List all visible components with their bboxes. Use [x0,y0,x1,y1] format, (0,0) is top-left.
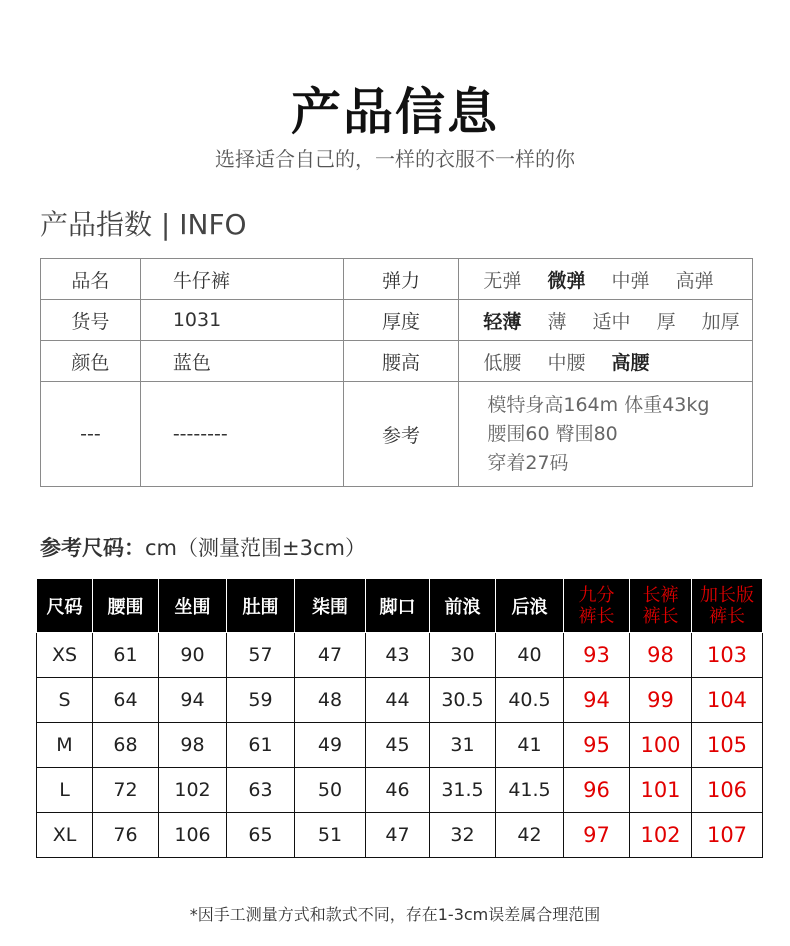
thickness-option: 厚 [656,310,676,333]
size-header-length [692,579,763,633]
page-subtitle: 选择适合自己的，一样的衣服不一样的你 [215,147,575,171]
waist-options [459,341,753,382]
size-value-cell: 41 [496,723,564,768]
size-value-cell: 57 [227,633,295,678]
size-value-cell: 31.5 [430,768,496,813]
size-header: 脚口 [366,579,430,633]
size-row [37,813,763,858]
size-label-cell: S [37,678,93,723]
size-value-cell: 44 [366,678,430,723]
size-value-cell: 45 [366,723,430,768]
size-header: 尺码 [37,579,93,633]
size-value-cell: 41.5 [496,768,564,813]
sku-label: 货号 [41,300,141,341]
size-heading-bold: 参考尺码： [40,536,145,560]
size-row [37,723,763,768]
reference-line: 穿着27码 [487,451,569,474]
header-line: 裤长 [578,605,615,627]
size-value-cell: 99 [630,678,692,723]
size-value-cell: 90 [159,633,227,678]
size-table-body [37,633,763,858]
size-value-cell: 97 [564,813,630,858]
sku-value: 1031 [140,300,343,341]
product-info-table [40,258,753,487]
size-row [37,633,763,678]
header-line: 长裤 [642,584,679,606]
size-value-cell: 105 [692,723,763,768]
size-value-cell: 94 [159,678,227,723]
info-row [41,341,753,382]
blank-cell: --- [41,382,141,487]
size-value-cell: 65 [227,813,295,858]
size-value-cell: 93 [564,633,630,678]
size-header: 柒围 [295,579,366,633]
size-value-cell: 98 [159,723,227,768]
size-value-cell: 49 [295,723,366,768]
size-value-cell: 72 [93,768,159,813]
size-label-cell: M [37,723,93,768]
size-label-cell: XL [37,813,93,858]
size-header: 前浪 [430,579,496,633]
size-value-cell: 68 [93,723,159,768]
size-value-cell: 76 [93,813,159,858]
size-row [37,768,763,813]
elastic-option: 无弹 [483,269,522,292]
waist-label: 腰高 [343,341,459,382]
size-value-cell: 43 [366,633,430,678]
size-value-cell: 106 [159,813,227,858]
header-line: 裤长 [709,605,745,627]
reference-line: 腰围60 臀围80 [487,422,618,445]
size-table [36,578,763,858]
size-value-cell: 95 [564,723,630,768]
size-value-cell: 31 [430,723,496,768]
size-value-cell: 47 [295,633,366,678]
info-heading: 产品指数 | INFO [40,208,247,241]
footnote: *因手工测量方式和款式不同，存在1-3cm误差属合理范围 [189,905,601,924]
thickness-option: 适中 [592,310,631,333]
size-header-length [630,579,692,633]
size-value-cell: 50 [295,768,366,813]
size-value-cell: 32 [430,813,496,858]
size-header-row [37,579,763,633]
size-value-cell: 96 [564,768,630,813]
size-row [37,678,763,723]
size-value-cell: 46 [366,768,430,813]
elastic-option-selected: 微弹 [547,269,586,292]
size-value-cell: 103 [692,633,763,678]
size-value-cell: 100 [630,723,692,768]
thickness-options [459,300,753,341]
size-value-cell: 30 [430,633,496,678]
waist-option-selected: 高腰 [611,351,650,374]
size-value-cell: 42 [496,813,564,858]
thickness-option: 薄 [547,310,567,333]
thickness-label: 厚度 [343,300,459,341]
size-value-cell: 104 [692,678,763,723]
header-line: 九分 [578,584,615,606]
name-label: 品名 [41,259,141,300]
thickness-option: 加厚 [701,310,740,333]
waist-option: 中腰 [547,351,586,374]
page-title: 产品信息 [291,83,499,141]
size-value-cell: 102 [630,813,692,858]
size-value-cell: 61 [227,723,295,768]
size-header: 肚围 [227,579,295,633]
size-value-cell: 30.5 [430,678,496,723]
reference-details [459,382,753,487]
size-value-cell: 107 [692,813,763,858]
color-value: 蓝色 [140,341,343,382]
color-label: 颜色 [41,341,141,382]
size-value-cell: 59 [227,678,295,723]
size-value-cell: 40.5 [496,678,564,723]
size-header: 坐围 [159,579,227,633]
size-label-cell: XS [37,633,93,678]
name-value: 牛仔裤 [140,259,343,300]
size-value-cell: 61 [93,633,159,678]
size-value-cell: 106 [692,768,763,813]
size-value-cell: 47 [366,813,430,858]
reference-label: 参考 [343,382,459,487]
thickness-option-selected: 轻薄 [483,310,522,333]
elastic-option: 中弹 [611,269,650,292]
header-line: 加长版 [700,584,754,606]
elastic-label: 弹力 [343,259,459,300]
waist-option: 低腰 [483,351,522,374]
header-line: 裤长 [642,605,679,627]
size-value-cell: 98 [630,633,692,678]
blank-cell: -------- [140,382,343,487]
size-label-cell: L [37,768,93,813]
info-row [41,300,753,341]
size-value-cell: 94 [564,678,630,723]
size-value-cell: 101 [630,768,692,813]
size-value-cell: 64 [93,678,159,723]
size-value-cell: 102 [159,768,227,813]
elastic-options [459,259,753,300]
size-value-cell: 48 [295,678,366,723]
size-value-cell: 63 [227,768,295,813]
size-value-cell: 51 [295,813,366,858]
info-row [41,382,753,487]
size-header: 腰围 [93,579,159,633]
size-heading-note: cm（测量范围±3cm） [145,536,366,560]
size-value-cell: 40 [496,633,564,678]
size-header: 后浪 [496,579,564,633]
elastic-option: 高弹 [675,269,714,292]
size-heading [40,532,366,562]
reference-line: 模特身高164m 体重43kg [487,393,710,416]
size-header-length [564,579,630,633]
info-row [41,259,753,300]
